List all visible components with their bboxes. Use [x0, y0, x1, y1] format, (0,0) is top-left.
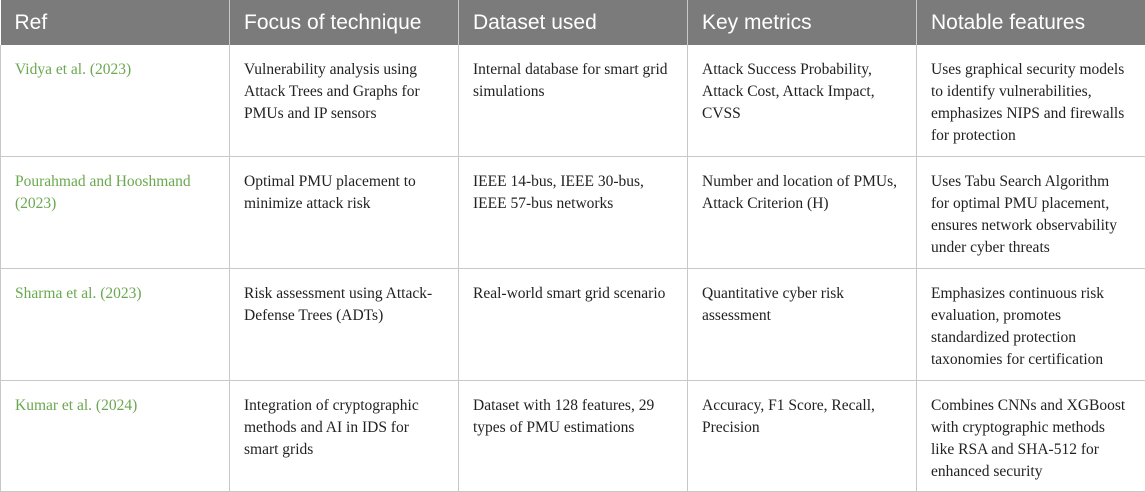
features-cell: Uses graphical security models to identify vulnerabilities, emphasizes NIPS and firewalls for protection [917, 45, 1145, 157]
table-row [1, 157, 1145, 269]
table-row [1, 381, 1145, 492]
ref-cell [1, 45, 230, 157]
table-body [1, 45, 1145, 492]
ref-link[interactable]: Vidya et al. (2023) [15, 61, 131, 78]
column-header-ref: Ref [1, 0, 230, 45]
column-header-dataset: Dataset used [459, 0, 688, 45]
column-header-focus: Focus of technique [230, 0, 459, 45]
ref-cell [1, 157, 230, 269]
focus-cell: Vulnerability analysis using Attack Trees and Graphs for PMUs and IP sensors [230, 45, 459, 157]
metrics-cell: Accuracy, F1 Score, Recall, Precision [688, 381, 917, 492]
focus-cell: Risk assessment using Attack-Defense Trees (ADTs) [230, 269, 459, 381]
dataset-cell: Dataset with 128 features, 29 types of PMU estimations [459, 381, 688, 492]
features-cell: Emphasizes continuous risk evaluation, promotes standardized protection taxonomies for certification [917, 269, 1145, 381]
ref-link[interactable]: Pourahmad and Hooshmand (2023) [15, 173, 191, 212]
ref-link[interactable]: Sharma et al. (2023) [15, 285, 142, 302]
dataset-cell: Real-world smart grid scenario [459, 269, 688, 381]
ref-cell [1, 381, 230, 492]
header-row [1, 0, 1145, 45]
metrics-cell: Attack Success Probability, Attack Cost, Attack Impact, CVSS [688, 45, 917, 157]
column-header-metrics: Key metrics [688, 0, 917, 45]
ref-cell [1, 269, 230, 381]
dataset-cell: IEEE 14-bus, IEEE 30-bus, IEEE 57-bus networks [459, 157, 688, 269]
column-header-features: Notable features [917, 0, 1145, 45]
features-cell: Uses Tabu Search Algorithm for optimal PMU placement, ensures network observability under cyber threats [917, 157, 1145, 269]
features-cell: Combines CNNs and XGBoost with cryptographic methods like RSA and SHA-512 for enhanced security [917, 381, 1145, 492]
focus-cell: Integration of cryptographic methods and AI in IDS for smart grids [230, 381, 459, 492]
metrics-cell: Quantitative cyber risk assessment [688, 269, 917, 381]
ref-link[interactable]: Kumar et al. (2024) [15, 397, 137, 414]
table-row [1, 269, 1145, 381]
focus-cell: Optimal PMU placement to minimize attack risk [230, 157, 459, 269]
dataset-cell: Internal database for smart grid simulations [459, 45, 688, 157]
table-row [1, 45, 1145, 157]
table-header [1, 0, 1145, 45]
metrics-cell: Number and location of PMUs, Attack Criterion (H) [688, 157, 917, 269]
